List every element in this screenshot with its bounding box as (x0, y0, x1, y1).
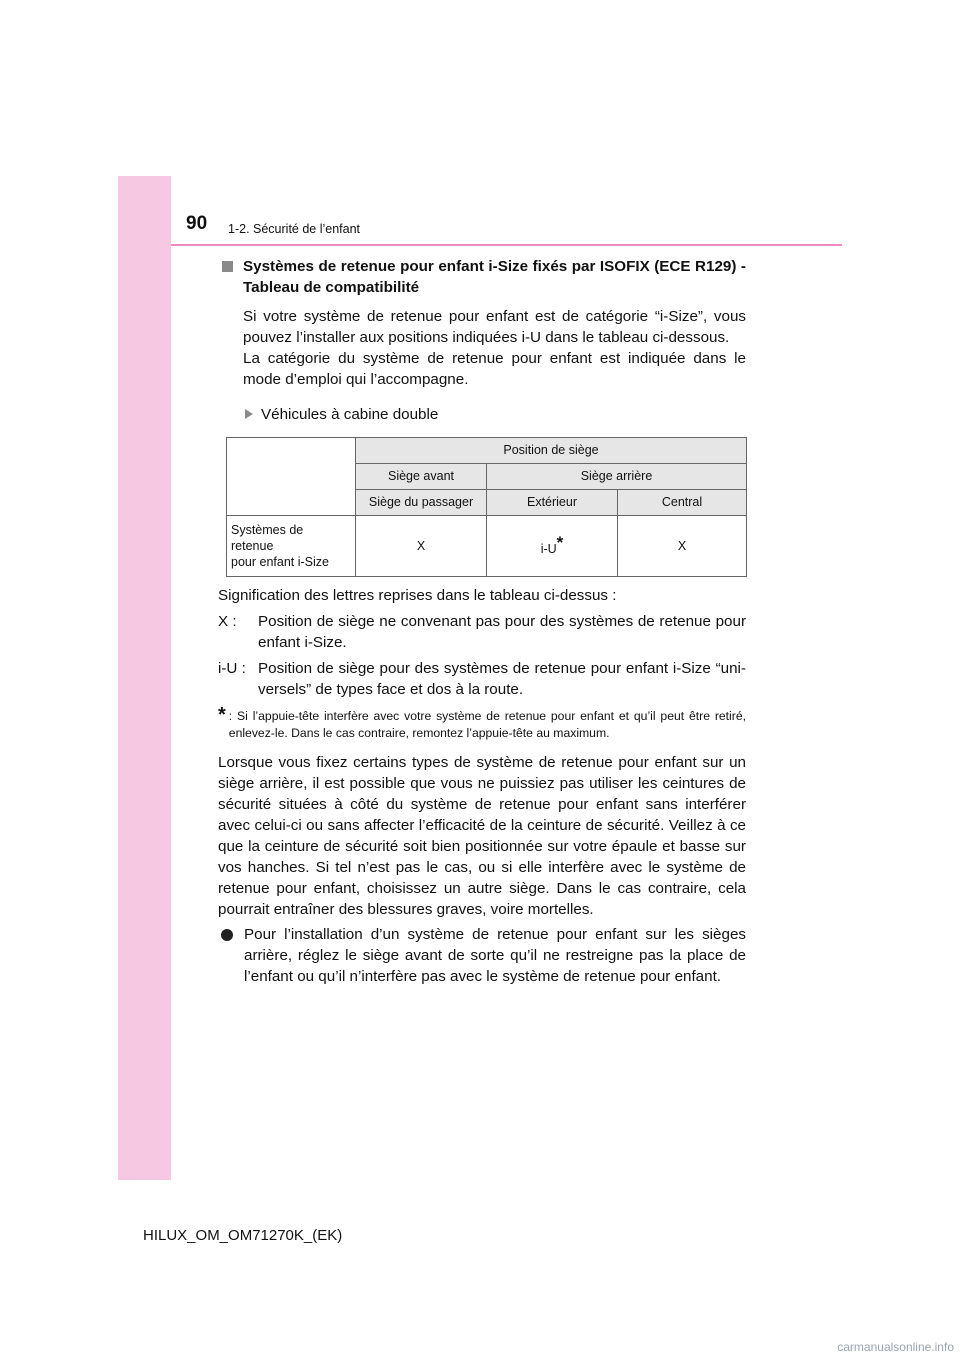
header-front-seat: Siège avant (356, 464, 487, 490)
vehicle-type-text: Véhicules à cabine double (261, 406, 439, 423)
row-label-line: pour enfant i-Size (231, 555, 329, 569)
section-heading-text: Systèmes de retenue pour enfant i-Size fixés par ISOFIX (ECE R129) - Tableau de compatibilité (243, 258, 746, 296)
legend-text: Position de siège pour des systèmes de retenue pour enfant i-Size “uni-versels” de types face et dos à la route. (258, 660, 746, 698)
legend-item (218, 658, 746, 700)
legend-key: X : (218, 613, 237, 630)
side-tab (118, 176, 171, 1180)
cell-outer-value (487, 516, 618, 577)
intro-paragraph-2: La catégorie du système de retenue pour enfant est indiquée dans le mode d’emploi qui l’accompagne. (243, 350, 746, 388)
intro-paragraph-1: Si votre système de retenue pour enfant est de catégorie “i-Size”, vous pouvez l’installer aux positions indiquées i-U dans le tableau ci-dessous. (243, 308, 746, 346)
dot-bullet-item (218, 924, 746, 987)
legend-text: Position de siège ne convenant pas pour des systèmes de retenue pour enfant i-Size. (258, 613, 746, 651)
header-outer-seat: Extérieur (487, 490, 618, 516)
page-number: 90 (186, 213, 208, 234)
vehicle-type-bullet (243, 404, 746, 425)
document-code: HILUX_OM_OM71270K_(EK) (143, 1227, 343, 1244)
legend-intro: Signification des lettres reprises dans le tableau ci-dessus : (218, 587, 617, 604)
cell-central-value: X (618, 516, 747, 577)
header-passenger-seat: Siège du passager (356, 490, 487, 516)
square-bullet-icon (222, 261, 233, 272)
dot-bullet-text: Pour l’installation d’un système de retenue pour enfant sur les sièges arrière, réglez le siège avant de sorte qu’il ne restreigne pas la place de l’enfant ou qu’il n’interfère pas avec le système de retenue pour enfant. (244, 926, 746, 985)
table-row (227, 516, 747, 577)
row-label (227, 516, 356, 577)
footnote (218, 704, 746, 742)
row-label-line: Systèmes de (231, 523, 304, 537)
cell-outer-text: i-U (540, 542, 557, 557)
cell-passenger-value: X (356, 516, 487, 577)
legend-key: i-U : (218, 660, 246, 677)
header-central-seat: Central (618, 490, 747, 516)
legend-item (218, 611, 746, 653)
section-title: 1-2. Sécurité de l’enfant (228, 222, 361, 236)
watermark: carmanualsonline.info (837, 1340, 954, 1354)
compatibility-table (226, 437, 747, 577)
footnote-text: : Si l’appuie-tête interfère avec votre système de retenue pour enfant et qu’il peut être retiré, enlevez-le. Dans le cas contraire, remontez l’appuie-tête au maximum. (228, 709, 746, 740)
table-corner-cell (227, 438, 356, 516)
footnote-marker: * (218, 704, 226, 726)
header-rear-seat: Siège arrière (487, 464, 747, 490)
footnote-star: * (556, 532, 564, 552)
dot-bullet-icon (221, 929, 233, 941)
header-divider (171, 244, 842, 246)
header-seat-position: Position de siège (356, 438, 747, 464)
page-content (218, 252, 746, 987)
section-heading (222, 256, 746, 298)
triangle-bullet-icon (245, 409, 253, 419)
body-paragraph: Lorsque vous fixez certains types de système de retenue pour enfant sur un siège arrière, il est possible que vous ne puissiez pas utiliser les ceintures de sécurité situées à côté du système de retenue pour enfant sans interférer avec celui-ci ou sans affecter l’efficacité de la ceinture de sécurité. Veillez à ce que la ceinture de sécurité soit bien positionnée sur votre épaule et basse sur vos hanches. Si tel n’est pas le cas, ou si elle interfère avec le système de retenue pour enfant, choisissez un autre siège. Dans le cas contraire, cela pourrait entraîner des blessures graves, voire mortelles. (218, 754, 746, 918)
row-label-line: retenue (231, 539, 274, 553)
